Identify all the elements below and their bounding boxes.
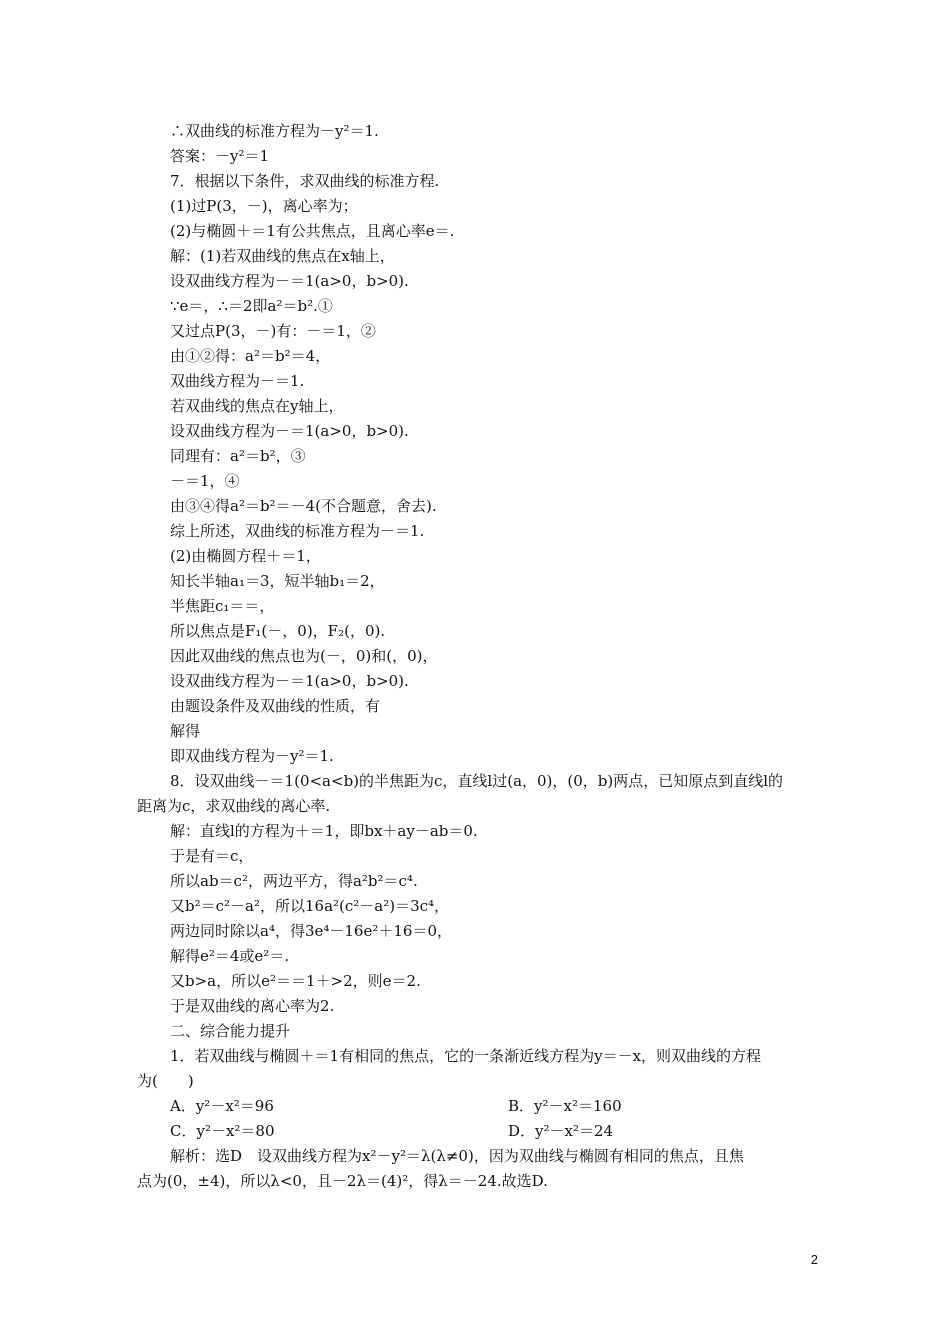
text-line: 由题设条件及双曲线的性质，有 bbox=[170, 697, 381, 715]
text-line: 半焦距c₁＝＝， bbox=[170, 597, 275, 615]
text-line: 若双曲线的焦点在y轴上， bbox=[170, 397, 344, 415]
text-line: 设双曲线方程为－＝1(a>0，b>0). bbox=[170, 672, 409, 690]
text-line: 解：(1)若双曲线的焦点在x轴上， bbox=[170, 247, 395, 265]
text-line: 8．设双曲线－＝1(0<a<b)的半焦距为c，直线l过(a，0)，(0，b)两点，已知原点到直线l的 bbox=[170, 772, 784, 790]
option-c: C．y²－x²＝80 bbox=[170, 1122, 275, 1140]
text-line: 距离为c，求双曲线的离心率. bbox=[137, 797, 331, 815]
text-line: 又过点P(3，－)有：－＝1，② bbox=[170, 322, 376, 340]
text-line: 知长半轴a₁＝3，短半轴b₁＝2， bbox=[170, 572, 385, 590]
option-b: B．y²－x²＝160 bbox=[508, 1097, 622, 1115]
text-line: 由①②得：a²＝b²＝4， bbox=[170, 347, 331, 365]
text-line: 即双曲线方程为－y²＝1. bbox=[170, 747, 334, 765]
text-line: 所以焦点是F₁(－，0)，F₂(，0). bbox=[170, 622, 386, 640]
page-number: 2 bbox=[810, 1252, 818, 1267]
text-line: 两边同时除以a⁴，得3e⁴－16e²＋16＝0， bbox=[170, 922, 452, 940]
analysis-text: 解析：选D 设双曲线方程为x²－y²＝λ(λ≠0)，因为双曲线与椭圆有相同的焦点，且焦 bbox=[170, 1147, 744, 1165]
text-line: 解得 bbox=[170, 722, 201, 740]
question-text: 1．若双曲线与椭圆＋＝1有相同的焦点，它的一条渐近线方程为y＝－x，则双曲线的方程 bbox=[170, 1047, 762, 1065]
text-line: (2)由椭圆方程＋＝1， bbox=[170, 547, 321, 565]
text-line: 解：直线l的方程为＋＝1，即bx＋ay－ab＝0. bbox=[170, 822, 478, 840]
option-d: D．y²－x²＝24 bbox=[508, 1122, 614, 1140]
text-line: 因此双曲线的焦点也为(－，0)和(，0)， bbox=[170, 647, 438, 665]
text-line: 又b>a，所以e²＝＝1＋>2，则e＝2. bbox=[170, 972, 421, 990]
text-line: 答案：－y²＝1 bbox=[170, 147, 270, 165]
section-heading: 二、综合能力提升 bbox=[170, 1022, 291, 1040]
text-line: (2)与椭圆＋＝1有公共焦点，且离心率e＝. bbox=[170, 222, 455, 240]
analysis-text: 点为(0，±4)，所以λ<0，且－2λ＝(4)²，得λ＝－24.故选D. bbox=[137, 1172, 548, 1190]
text-line: 7．根据以下条件，求双曲线的标准方程. bbox=[170, 172, 440, 190]
text-line: 所以ab＝c²，两边平方，得a²b²＝c⁴. bbox=[170, 872, 418, 890]
text-line: 又b²＝c²－a²，所以16a²(c²－a²)＝3c⁴， bbox=[170, 897, 450, 915]
text-line: 同理有：a²＝b²，③ bbox=[170, 447, 306, 465]
text-line: 由③④得a²＝b²＝－4(不合题意，舍去). bbox=[170, 497, 437, 515]
text-line: 双曲线方程为－＝1. bbox=[170, 372, 305, 390]
text-line: －＝1，④ bbox=[170, 472, 240, 490]
text-line: ∵e＝，∴＝2即a²＝b².① bbox=[170, 297, 333, 315]
text-line: ∴双曲线的标准方程为－y²＝1. bbox=[170, 122, 379, 140]
text-line: 解得e²＝4或e²＝. bbox=[170, 947, 290, 965]
option-a: A．y²－x²＝96 bbox=[170, 1097, 274, 1115]
question-text: 为( ) bbox=[137, 1072, 194, 1090]
text-line: 设双曲线方程为－＝1(a>0，b>0). bbox=[170, 272, 409, 290]
text-line: 于是有＝c， bbox=[170, 847, 254, 865]
text-line: 设双曲线方程为－＝1(a>0，b>0). bbox=[170, 422, 409, 440]
text-line: 于是双曲线的离心率为2. bbox=[170, 997, 335, 1015]
text-line: 综上所述，双曲线的标准方程为－＝1. bbox=[170, 522, 425, 540]
text-line: (1)过P(3，－)，离心率为； bbox=[170, 197, 358, 215]
